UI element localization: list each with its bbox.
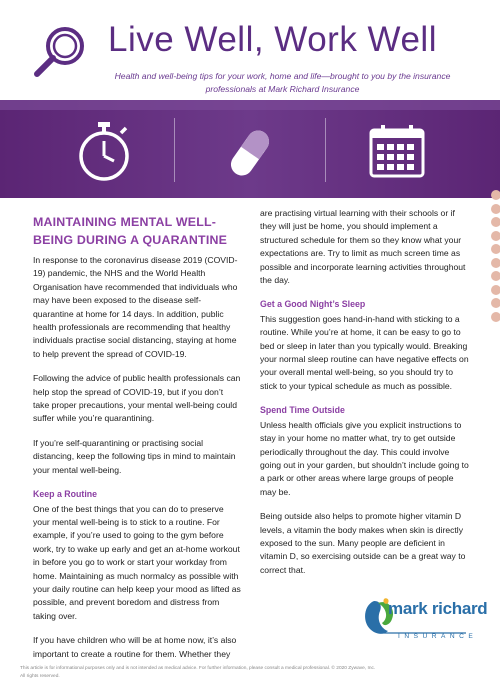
article-right-column [260,207,470,588]
icon-banner [0,100,500,198]
page-title: Live Well, Work Well [108,20,437,59]
calendar-icon [368,122,426,180]
stopwatch-icon [74,120,134,182]
page-subtitle: Health and well-being tips for your work, home and life—brought to you by the insurance professionals at Mark Richard Insurance [114,71,451,94]
outside-heading: Spend Time Outside [260,405,345,416]
paragraph: Being outside also helps to promote higher vitamin D levels, a vitamin the body makes when skin is directly exposed to the sun. Many people are deficient in vitamin D, so exercising outside can be a great way to correct that. [260,511,466,575]
paragraph: In response to the coronavirus disease 2019 (COVID-19) pandemic, the NHS and the World Health Organisation have recommended that individuals who may have been exposed to the disease self-quarantine at home for 14 days. In addition, public health professionals are recommending that healthy individuals practise social distancing, staying at home to help prevent the spread of COVID-19. [33,255,238,359]
paragraph: One of the best things that you can do to preserve your mental well-being is to stick to a routine. For example, if you’re used to going to the gym before work, try to wake up early and get an at-home workout in before you go to work or start your workday from home. Maintaining as much normalcy as possible with your daily routine can help keep your mood as lifted as possible, and prevent boredom and distress from taking over. [33,503,241,621]
paragraph: Following the advice of public health professionals can help stop the spread of COVID-19, but if you don’t take proper precautions, your mental well-being could suffer while you’re quarantining. [33,373,241,424]
paragraph: Unless health officials give you explicit instructions to stay in your home no matter what, try to get outside periodically throughout the day. This could involve going out in your garden, but shouldn’t include going to a park or other areas where large groups of people may be. [260,419,469,497]
paragraph: This suggestion goes hand-in-hand with sticking to a routine. While you’re at home, it can be easy to go to bed or sleep in later than you typically would. Breaking your normal sleep routine can have negative effects on your overall mental well-being, so you should try to stick to your typical schedule as much as possible. [260,313,469,391]
article-title: MAINTAINING MENTAL WELL-BEING DURING A QUARANTINE [33,215,228,247]
magnifier-icon [31,26,87,80]
banner-divider [325,118,326,182]
paragraph: If you’re self-quarantining or practising social distancing, keep the following tips in mind to maintain your mental well-being. [33,437,236,475]
banner-divider [174,118,175,182]
paragraph: If you have children who will be at home now, it’s also important to create a routine for them. Whether they [33,635,237,659]
sleep-heading: Get a Good Night’s Sleep [260,299,366,310]
paragraph: are practising virtual learning with their schools or if they will just be home, you should implement a structured schedule for them so they know what your expectations are. Try to limit as much screen time as possible and incorporate learning activities throughout the day. [260,208,466,286]
banner-stripe [0,100,500,110]
routine-heading: Keep a Routine [33,489,98,500]
brand-tagline: INSURANCE [398,633,478,640]
footer-disclaimer: This article is for informational purposes only and is not intended as medical advice. For further information, please consult a medical professional. © 2020 Zywave, Inc. All rights reserved. [20,666,376,679]
decorative-dots [491,190,500,325]
article-left-column [33,213,241,672]
capsule-icon [222,125,278,181]
brand-name: mark richard [388,599,488,618]
